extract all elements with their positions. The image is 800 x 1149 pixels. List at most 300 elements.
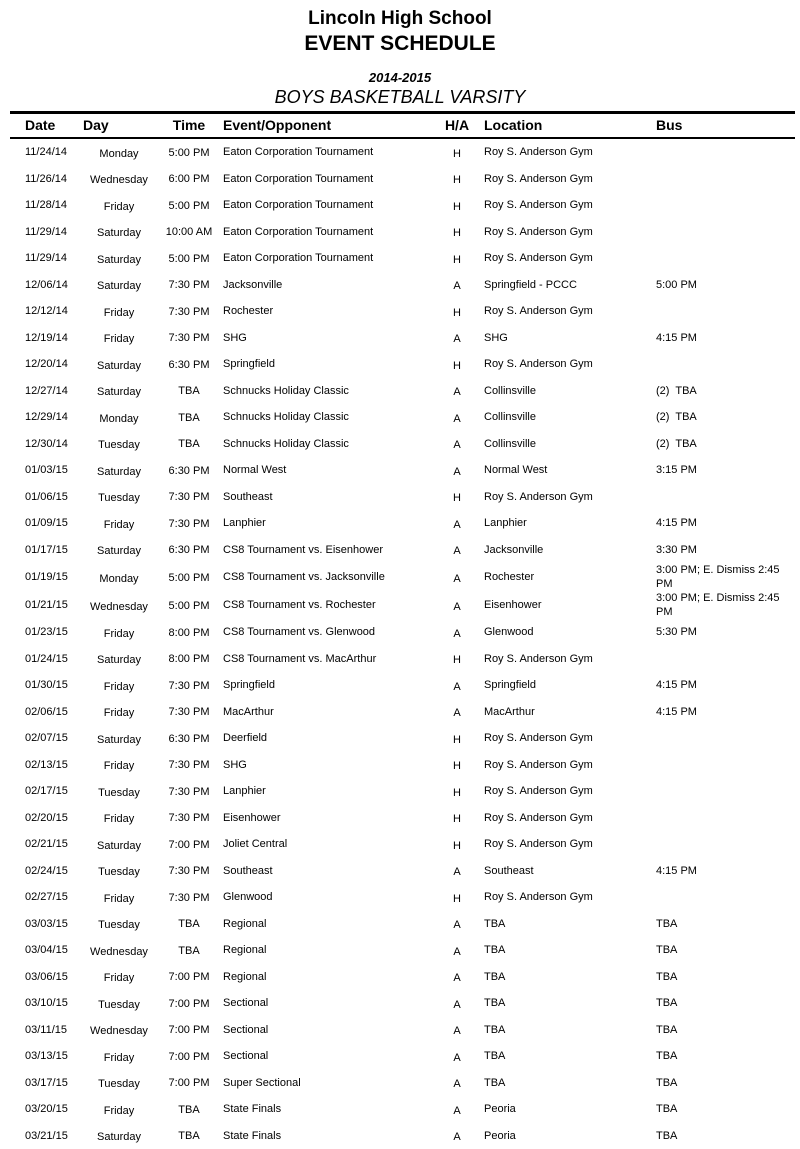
cell-location: TBA: [474, 1070, 650, 1097]
cell-time: 7:00 PM: [160, 1017, 218, 1044]
cell-ha: A: [440, 990, 474, 1017]
cell-bus: TBA: [650, 1070, 795, 1097]
cell-ha: H: [440, 752, 474, 779]
cell-ha: H: [440, 831, 474, 858]
cell-date: 03/20/15: [10, 1096, 78, 1123]
table-row: [10, 911, 795, 938]
cell-time: TBA: [160, 911, 218, 938]
cell-bus: [650, 138, 795, 166]
cell-bus: [650, 219, 795, 246]
table-row: [10, 937, 795, 964]
table-row: [10, 431, 795, 458]
cell-date: 12/06/14: [10, 272, 78, 299]
cell-ha: A: [440, 858, 474, 885]
cell-bus: TBA: [650, 990, 795, 1017]
cell-location: Springfield: [474, 672, 650, 699]
cell-ha: A: [440, 325, 474, 352]
cell-date: 01/17/15: [10, 537, 78, 564]
cell-event: Sectional: [218, 1043, 440, 1070]
cell-date: 12/27/14: [10, 378, 78, 405]
table-row: [10, 537, 795, 564]
cell-bus: 4:15 PM: [650, 325, 795, 352]
cell-bus: 3:00 PM; E. Dismiss 2:45 PM: [650, 563, 795, 591]
cell-location: Roy S. Anderson Gym: [474, 245, 650, 272]
cell-date: 12/19/14: [10, 325, 78, 352]
cell-event: Lanphier: [218, 778, 440, 805]
cell-date: 02/07/15: [10, 725, 78, 752]
cell-location: Roy S. Anderson Gym: [474, 351, 650, 378]
table-row: [10, 510, 795, 537]
cell-location: Roy S. Anderson Gym: [474, 725, 650, 752]
cell-day: Saturday: [78, 272, 160, 299]
table-row: [10, 298, 795, 325]
cell-ha: H: [440, 192, 474, 219]
column-header-date: Date: [10, 113, 78, 139]
cell-ha: A: [440, 272, 474, 299]
cell-bus: [650, 484, 795, 511]
cell-date: 03/11/15: [10, 1017, 78, 1044]
cell-ha: H: [440, 884, 474, 911]
table-row: [10, 619, 795, 646]
cell-bus: [650, 805, 795, 832]
cell-location: Roy S. Anderson Gym: [474, 138, 650, 166]
table-row: [10, 192, 795, 219]
cell-location: Collinsville: [474, 378, 650, 405]
cell-event: State Finals: [218, 1096, 440, 1123]
cell-bus: TBA: [650, 1017, 795, 1044]
cell-location: Roy S. Anderson Gym: [474, 192, 650, 219]
cell-bus: [650, 778, 795, 805]
cell-day: Saturday: [78, 245, 160, 272]
cell-time: TBA: [160, 404, 218, 431]
cell-day: Saturday: [78, 219, 160, 246]
cell-location: TBA: [474, 990, 650, 1017]
cell-ha: A: [440, 563, 474, 591]
cell-date: 01/03/15: [10, 457, 78, 484]
cell-bus: 4:15 PM: [650, 672, 795, 699]
cell-ha: A: [440, 1070, 474, 1097]
cell-event: Eaton Corporation Tournament: [218, 245, 440, 272]
cell-day: Tuesday: [78, 431, 160, 458]
cell-time: 8:00 PM: [160, 646, 218, 673]
cell-date: 02/13/15: [10, 752, 78, 779]
cell-day: Wednesday: [78, 937, 160, 964]
cell-bus: [650, 245, 795, 272]
cell-day: Saturday: [78, 378, 160, 405]
cell-location: Roy S. Anderson Gym: [474, 646, 650, 673]
cell-time: TBA: [160, 431, 218, 458]
cell-event: Schnucks Holiday Classic: [218, 404, 440, 431]
cell-time: 7:30 PM: [160, 805, 218, 832]
cell-time: TBA: [160, 937, 218, 964]
table-row: [10, 138, 795, 166]
cell-day: Friday: [78, 805, 160, 832]
cell-day: Monday: [78, 138, 160, 166]
cell-time: 7:30 PM: [160, 484, 218, 511]
cell-day: Friday: [78, 192, 160, 219]
cell-time: 10:00 AM: [160, 219, 218, 246]
document-header: [0, 0, 800, 108]
cell-day: Tuesday: [78, 484, 160, 511]
cell-time: 6:30 PM: [160, 725, 218, 752]
cell-time: 6:30 PM: [160, 351, 218, 378]
cell-location: Roy S. Anderson Gym: [474, 778, 650, 805]
season-label: 2014-2015: [0, 70, 800, 86]
cell-location: TBA: [474, 1043, 650, 1070]
column-header-location: Location: [474, 113, 650, 139]
cell-date: 02/27/15: [10, 884, 78, 911]
schedule-title: EVENT SCHEDULE: [0, 31, 800, 57]
cell-bus: 5:00 PM: [650, 272, 795, 299]
table-row: [10, 272, 795, 299]
cell-bus: [650, 646, 795, 673]
cell-time: 7:30 PM: [160, 510, 218, 537]
cell-ha: A: [440, 510, 474, 537]
cell-ha: H: [440, 166, 474, 193]
cell-ha: A: [440, 537, 474, 564]
cell-location: Roy S. Anderson Gym: [474, 219, 650, 246]
cell-date: 02/17/15: [10, 778, 78, 805]
cell-bus: 4:15 PM: [650, 699, 795, 726]
table-row: [10, 351, 795, 378]
table-row: [10, 325, 795, 352]
column-header-ha: H/A: [440, 113, 474, 139]
cell-date: 01/24/15: [10, 646, 78, 673]
cell-date: 02/21/15: [10, 831, 78, 858]
cell-bus: 3:15 PM: [650, 457, 795, 484]
table-row: [10, 672, 795, 699]
cell-event: Regional: [218, 911, 440, 938]
cell-bus: TBA: [650, 1123, 795, 1149]
cell-location: TBA: [474, 911, 650, 938]
table-row: [10, 805, 795, 832]
cell-time: 7:30 PM: [160, 884, 218, 911]
cell-bus: [650, 192, 795, 219]
cell-day: Friday: [78, 619, 160, 646]
cell-ha: A: [440, 964, 474, 991]
column-header-time: Time: [160, 113, 218, 139]
table-row: [10, 858, 795, 885]
table-row: [10, 457, 795, 484]
cell-date: 03/06/15: [10, 964, 78, 991]
cell-day: Friday: [78, 1043, 160, 1070]
cell-time: 7:30 PM: [160, 672, 218, 699]
team-label: BOYS BASKETBALL VARSITY: [0, 86, 800, 108]
cell-event: Super Sectional: [218, 1070, 440, 1097]
cell-event: CS8 Tournament vs. Jacksonville: [218, 563, 440, 591]
cell-ha: H: [440, 219, 474, 246]
cell-day: Tuesday: [78, 990, 160, 1017]
cell-date: 03/13/15: [10, 1043, 78, 1070]
cell-event: CS8 Tournament vs. Glenwood: [218, 619, 440, 646]
cell-event: CS8 Tournament vs. Rochester: [218, 591, 440, 619]
cell-time: 5:00 PM: [160, 245, 218, 272]
cell-ha: A: [440, 431, 474, 458]
cell-ha: A: [440, 1017, 474, 1044]
cell-date: 01/23/15: [10, 619, 78, 646]
cell-ha: H: [440, 298, 474, 325]
cell-location: Glenwood: [474, 619, 650, 646]
cell-bus: TBA: [650, 964, 795, 991]
table-row: [10, 699, 795, 726]
table-row: [10, 219, 795, 246]
cell-location: TBA: [474, 937, 650, 964]
cell-day: Wednesday: [78, 1017, 160, 1044]
cell-event: Jacksonville: [218, 272, 440, 299]
cell-day: Friday: [78, 884, 160, 911]
cell-bus: 4:15 PM: [650, 858, 795, 885]
table-row: [10, 591, 795, 619]
cell-ha: H: [440, 725, 474, 752]
table-row: [10, 484, 795, 511]
cell-date: 12/20/14: [10, 351, 78, 378]
cell-day: Wednesday: [78, 166, 160, 193]
cell-ha: A: [440, 1043, 474, 1070]
cell-event: Glenwood: [218, 884, 440, 911]
cell-location: Normal West: [474, 457, 650, 484]
cell-ha: A: [440, 378, 474, 405]
cell-event: Eaton Corporation Tournament: [218, 219, 440, 246]
cell-bus: [650, 298, 795, 325]
cell-day: Tuesday: [78, 1070, 160, 1097]
cell-time: 7:00 PM: [160, 964, 218, 991]
school-name: Lincoln High School: [0, 6, 800, 31]
cell-ha: A: [440, 591, 474, 619]
cell-ha: H: [440, 351, 474, 378]
cell-time: 7:00 PM: [160, 1070, 218, 1097]
cell-date: 01/06/15: [10, 484, 78, 511]
cell-ha: A: [440, 404, 474, 431]
cell-bus: TBA: [650, 1096, 795, 1123]
table-row: [10, 752, 795, 779]
cell-time: TBA: [160, 378, 218, 405]
cell-event: SHG: [218, 325, 440, 352]
cell-date: 11/29/14: [10, 219, 78, 246]
cell-bus: 3:00 PM; E. Dismiss 2:45 PM: [650, 591, 795, 619]
table-row: [10, 1123, 795, 1149]
cell-event: Rochester: [218, 298, 440, 325]
cell-ha: A: [440, 672, 474, 699]
cell-date: 12/30/14: [10, 431, 78, 458]
cell-bus: TBA: [650, 1043, 795, 1070]
cell-date: 12/12/14: [10, 298, 78, 325]
cell-event: Schnucks Holiday Classic: [218, 431, 440, 458]
cell-day: Friday: [78, 752, 160, 779]
cell-location: Collinsville: [474, 404, 650, 431]
cell-event: State Finals: [218, 1123, 440, 1149]
cell-date: 01/09/15: [10, 510, 78, 537]
cell-day: Tuesday: [78, 778, 160, 805]
cell-time: 6:30 PM: [160, 537, 218, 564]
column-header-day: Day: [78, 113, 160, 139]
cell-bus: [650, 725, 795, 752]
cell-bus: [650, 752, 795, 779]
cell-event: Eaton Corporation Tournament: [218, 192, 440, 219]
cell-location: SHG: [474, 325, 650, 352]
cell-day: Saturday: [78, 646, 160, 673]
cell-location: Roy S. Anderson Gym: [474, 884, 650, 911]
cell-event: Sectional: [218, 990, 440, 1017]
table-row: [10, 1043, 795, 1070]
cell-date: 12/29/14: [10, 404, 78, 431]
table-row: [10, 245, 795, 272]
cell-date: 01/19/15: [10, 563, 78, 591]
cell-day: Friday: [78, 699, 160, 726]
cell-time: 5:00 PM: [160, 192, 218, 219]
cell-location: Roy S. Anderson Gym: [474, 805, 650, 832]
table-row: [10, 1096, 795, 1123]
table-row: [10, 884, 795, 911]
cell-bus: (2) TBA: [650, 431, 795, 458]
cell-event: Eaton Corporation Tournament: [218, 138, 440, 166]
cell-ha: A: [440, 1096, 474, 1123]
cell-event: Normal West: [218, 457, 440, 484]
cell-bus: (2) TBA: [650, 378, 795, 405]
cell-day: Saturday: [78, 725, 160, 752]
cell-bus: 3:30 PM: [650, 537, 795, 564]
cell-bus: 5:30 PM: [650, 619, 795, 646]
cell-time: 5:00 PM: [160, 563, 218, 591]
cell-time: 6:00 PM: [160, 166, 218, 193]
cell-event: Regional: [218, 964, 440, 991]
cell-day: Friday: [78, 510, 160, 537]
cell-location: Roy S. Anderson Gym: [474, 831, 650, 858]
cell-day: Tuesday: [78, 858, 160, 885]
cell-event: Southeast: [218, 484, 440, 511]
cell-time: 8:00 PM: [160, 619, 218, 646]
cell-ha: H: [440, 484, 474, 511]
cell-ha: H: [440, 778, 474, 805]
cell-event: CS8 Tournament vs. MacArthur: [218, 646, 440, 673]
cell-time: 5:00 PM: [160, 138, 218, 166]
cell-date: 11/29/14: [10, 245, 78, 272]
cell-bus: [650, 831, 795, 858]
cell-ha: A: [440, 911, 474, 938]
cell-event: Deerfield: [218, 725, 440, 752]
cell-bus: [650, 166, 795, 193]
cell-time: TBA: [160, 1096, 218, 1123]
cell-time: 6:30 PM: [160, 457, 218, 484]
table-row: [10, 378, 795, 405]
cell-date: 02/20/15: [10, 805, 78, 832]
cell-event: Eaton Corporation Tournament: [218, 166, 440, 193]
cell-event: Southeast: [218, 858, 440, 885]
table-row: [10, 646, 795, 673]
cell-day: Tuesday: [78, 911, 160, 938]
table-row: [10, 990, 795, 1017]
cell-bus: TBA: [650, 911, 795, 938]
cell-time: 5:00 PM: [160, 591, 218, 619]
cell-day: Saturday: [78, 831, 160, 858]
cell-event: Sectional: [218, 1017, 440, 1044]
cell-date: 03/04/15: [10, 937, 78, 964]
cell-date: 11/24/14: [10, 138, 78, 166]
cell-time: TBA: [160, 1123, 218, 1149]
cell-location: Roy S. Anderson Gym: [474, 298, 650, 325]
cell-day: Saturday: [78, 351, 160, 378]
table-row: [10, 563, 795, 591]
cell-event: CS8 Tournament vs. Eisenhower: [218, 537, 440, 564]
cell-event: Joliet Central: [218, 831, 440, 858]
cell-event: MacArthur: [218, 699, 440, 726]
table-row: [10, 1070, 795, 1097]
cell-location: TBA: [474, 1017, 650, 1044]
cell-day: Friday: [78, 672, 160, 699]
table-row: [10, 725, 795, 752]
cell-day: Wednesday: [78, 591, 160, 619]
column-header-bus: Bus: [650, 113, 795, 139]
table-row: [10, 831, 795, 858]
cell-ha: A: [440, 457, 474, 484]
cell-bus: TBA: [650, 937, 795, 964]
cell-day: Saturday: [78, 457, 160, 484]
cell-time: 7:30 PM: [160, 752, 218, 779]
cell-time: 7:30 PM: [160, 272, 218, 299]
cell-day: Friday: [78, 1096, 160, 1123]
cell-date: 02/06/15: [10, 699, 78, 726]
cell-date: 03/21/15: [10, 1123, 78, 1149]
cell-day: Saturday: [78, 1123, 160, 1149]
cell-location: Roy S. Anderson Gym: [474, 484, 650, 511]
cell-date: 03/10/15: [10, 990, 78, 1017]
cell-location: Rochester: [474, 563, 650, 591]
cell-location: Collinsville: [474, 431, 650, 458]
cell-day: Monday: [78, 563, 160, 591]
cell-date: 11/28/14: [10, 192, 78, 219]
cell-time: 7:30 PM: [160, 858, 218, 885]
cell-time: 7:30 PM: [160, 325, 218, 352]
table-row: [10, 404, 795, 431]
cell-event: Schnucks Holiday Classic: [218, 378, 440, 405]
cell-location: Jacksonville: [474, 537, 650, 564]
schedule-body: [10, 138, 795, 1149]
cell-date: 01/21/15: [10, 591, 78, 619]
cell-day: Saturday: [78, 537, 160, 564]
schedule-table: [10, 111, 795, 1149]
cell-bus: (2) TBA: [650, 404, 795, 431]
cell-event: Lanphier: [218, 510, 440, 537]
cell-time: 7:00 PM: [160, 1043, 218, 1070]
cell-time: 7:30 PM: [160, 699, 218, 726]
cell-ha: A: [440, 1123, 474, 1149]
cell-time: 7:30 PM: [160, 778, 218, 805]
cell-location: Southeast: [474, 858, 650, 885]
cell-bus: [650, 884, 795, 911]
cell-ha: A: [440, 619, 474, 646]
cell-ha: H: [440, 805, 474, 832]
cell-location: Roy S. Anderson Gym: [474, 166, 650, 193]
cell-time: 7:00 PM: [160, 831, 218, 858]
cell-ha: A: [440, 937, 474, 964]
cell-bus: [650, 351, 795, 378]
header-row: [10, 113, 795, 139]
cell-date: 03/17/15: [10, 1070, 78, 1097]
column-header-event: Event/Opponent: [218, 113, 440, 139]
cell-event: SHG: [218, 752, 440, 779]
cell-ha: A: [440, 699, 474, 726]
table-row: [10, 778, 795, 805]
cell-date: 02/24/15: [10, 858, 78, 885]
cell-location: MacArthur: [474, 699, 650, 726]
cell-day: Friday: [78, 298, 160, 325]
table-row: [10, 166, 795, 193]
cell-time: 7:00 PM: [160, 990, 218, 1017]
cell-location: Springfield - PCCC: [474, 272, 650, 299]
cell-date: 11/26/14: [10, 166, 78, 193]
cell-ha: H: [440, 646, 474, 673]
cell-date: 01/30/15: [10, 672, 78, 699]
cell-location: TBA: [474, 964, 650, 991]
